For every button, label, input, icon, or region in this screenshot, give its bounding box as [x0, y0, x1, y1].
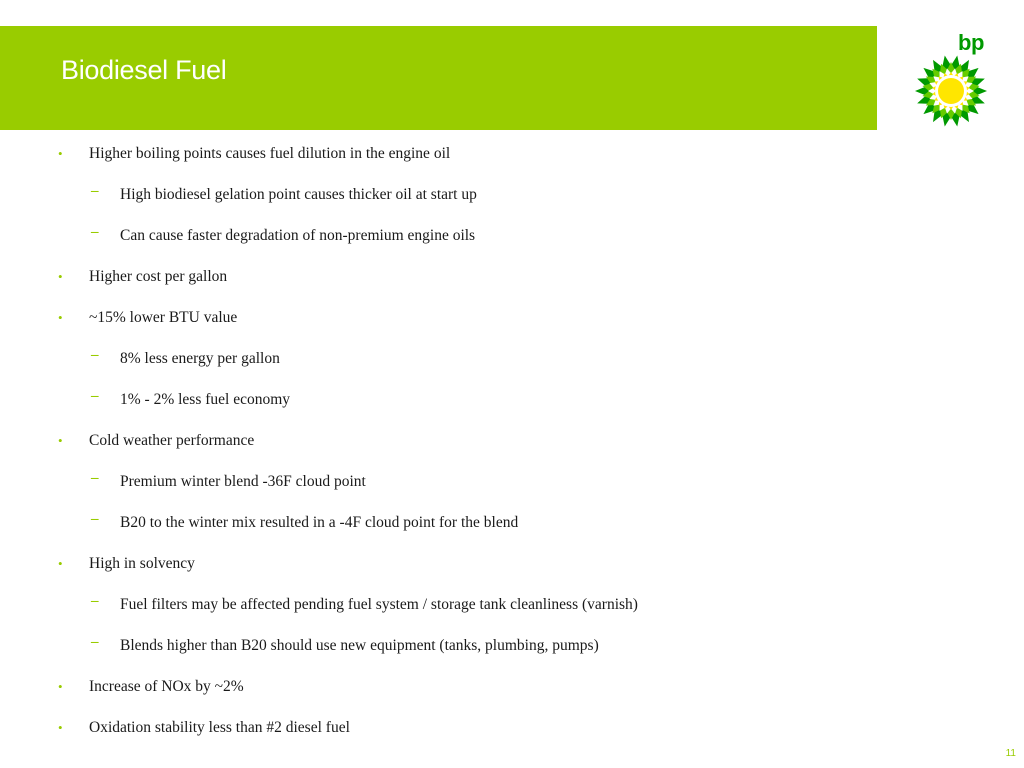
bullet-icon: • [58, 556, 63, 571]
sub-bullet-item: Fuel filters may be affected pending fuel system / storage tank cleanliness (varnish) [120, 596, 638, 613]
dash-icon: – [91, 634, 99, 650]
bullet-item: Cold weather performance [89, 432, 255, 449]
sub-bullet-item: Blends higher than B20 should use new equipment (tanks, plumbing, pumps) [120, 637, 599, 654]
sub-bullet-item: High biodiesel gelation point causes thicker oil at start up [120, 186, 477, 203]
dash-icon: – [91, 470, 99, 486]
bullet-icon: • [58, 679, 63, 694]
bullet-item: Higher cost per gallon [89, 268, 228, 285]
dash-icon: – [91, 593, 99, 609]
page-number: 11 [1005, 748, 1016, 759]
bullet-item: ~15% lower BTU value [89, 309, 238, 326]
bullet-icon: • [58, 433, 63, 448]
bullet-icon: • [58, 146, 63, 161]
bullet-item: Higher boiling points causes fuel dilution in the engine oil [89, 145, 451, 162]
bullet-icon: • [58, 720, 63, 735]
dash-icon: – [91, 511, 99, 527]
dash-icon: – [91, 183, 99, 199]
sub-bullet-item: B20 to the winter mix resulted in a -4F cloud point for the blend [120, 514, 519, 531]
bullet-item: Oxidation stability less than #2 diesel fuel [89, 719, 350, 736]
sub-bullet-item: 8% less energy per gallon [120, 350, 280, 367]
dash-icon: – [91, 347, 99, 363]
bullet-item: Increase of NOx by ~2% [89, 678, 244, 695]
sub-bullet-item: 1% - 2% less fuel economy [120, 391, 291, 408]
dash-icon: – [91, 388, 99, 404]
slide-title: Biodiesel Fuel [61, 55, 227, 85]
bullet-item: High in solvency [89, 555, 195, 572]
sub-bullet-item: Can cause faster degradation of non-premium engine oils [120, 227, 476, 244]
bullet-icon: • [58, 310, 63, 325]
bullet-icon: • [58, 269, 63, 284]
sub-bullet-item: Premium winter blend -36F cloud point [120, 473, 366, 490]
bp-logo-text: bp [958, 30, 984, 55]
dash-icon: – [91, 224, 99, 240]
